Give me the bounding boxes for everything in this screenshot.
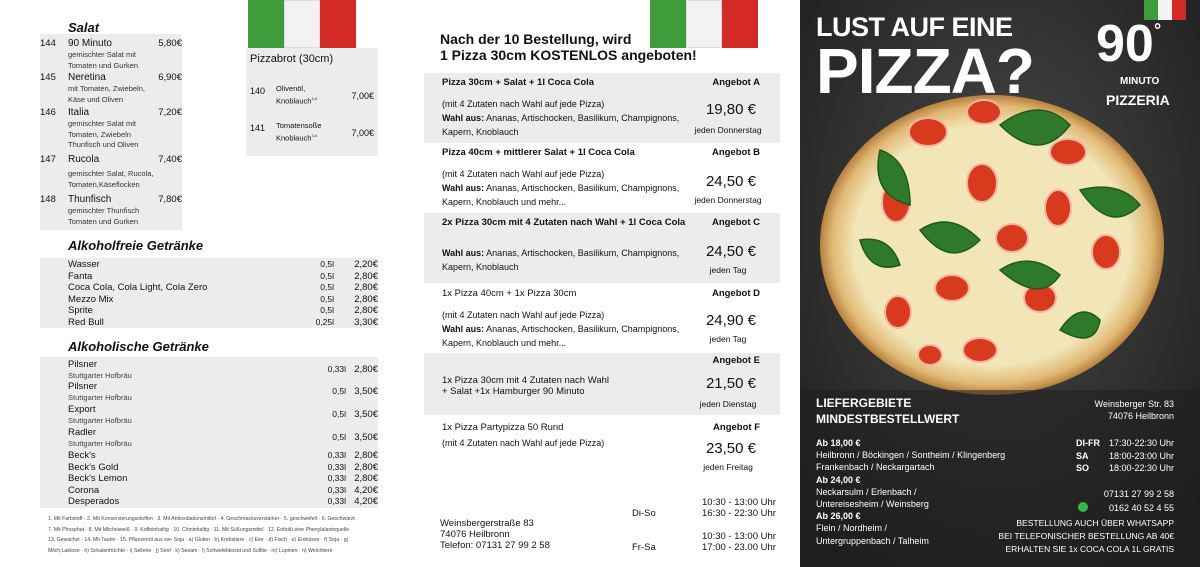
pizzabrot-name: Olivenöl, Knoblauch$^{3,4}$ <box>276 84 318 106</box>
offer-block <box>424 213 780 283</box>
drink-name: Corona <box>68 485 100 496</box>
drink-name: Beck's Lemon <box>68 473 128 484</box>
drink-price: 2,80€ <box>354 270 378 282</box>
drink-row <box>40 271 378 282</box>
drink-volume: 0,33l <box>327 485 346 495</box>
pizzabrot-price: 7,00€ <box>351 128 374 138</box>
salat-name: 90 Minuto <box>68 38 112 49</box>
salat-price: 7,20€ <box>158 107 182 118</box>
salat-num: 146 <box>40 107 56 118</box>
salat-item <box>40 72 182 106</box>
offer-title: 2x Pizza 30cm mit 4 Zutaten nach Wahl + 1l Coca Cola <box>442 217 686 228</box>
logo-degree: ° <box>1154 20 1162 40</box>
drink-price: 3,50€ <box>354 409 378 420</box>
cover-hours-times: 17:30-22:30 Uhr 18:00-23:00 Uhr 18:00-22:30 Uhr <box>1108 438 1174 473</box>
delivery-zones <box>816 437 1005 547</box>
drink-volume: 0,5l <box>320 282 334 292</box>
salat-desc: gemischter Salat mit Tomaten und Gurken <box>68 50 139 70</box>
salat-price: 7,40€ <box>158 154 182 165</box>
cover-phone: 07131 27 99 2 58 <box>1103 489 1174 499</box>
drink-price: 3,50€ <box>354 432 378 443</box>
panel-cover <box>800 0 1200 567</box>
panel-salat-getraenke <box>0 0 400 567</box>
salat-title: Salat <box>68 20 100 35</box>
offer-note: jeden Tag <box>709 265 747 275</box>
offer-desc: Wahl aus: Ananas, Artischocken, Basilikum, Champignons, Kapern, Knoblauch <box>442 248 680 272</box>
drink-price: 3,30€ <box>354 316 378 328</box>
salat-num: 145 <box>40 72 56 83</box>
drink-volume: 0,5l <box>320 270 334 281</box>
drink-brewery: Stuttgarter Hofbräu <box>68 439 132 448</box>
drink-name: Wasser <box>68 259 100 270</box>
hours-days-1: Di-So <box>632 508 656 519</box>
offer-label: Angebot A <box>712 77 760 88</box>
drink-price: 3,50€ <box>354 386 378 397</box>
salat-name: Neretina <box>68 72 106 83</box>
alkoholfrei-title: Alkoholfreie Getränke <box>68 238 204 253</box>
zone-min: Ab 24,00 € <box>816 474 861 485</box>
drink-brewery: Stuttgarter Hofbräu <box>68 416 132 425</box>
drink-price: 2,80€ <box>354 473 378 484</box>
offer-label: Angebot F <box>713 422 760 433</box>
hours-days-2: Fr-Sa <box>632 542 656 553</box>
offer-label: Angebot D <box>711 288 760 299</box>
logo-number: 90 <box>1096 15 1154 73</box>
drink-price: 2,80€ <box>354 462 378 473</box>
offer-note: jeden Donnerstag <box>694 195 762 205</box>
salat-desc: gemischter Salat, Rucola, Tomaten,Käseflocken <box>68 169 154 189</box>
offer-price: 19,80 € <box>705 101 756 118</box>
drink-name: Desperados <box>68 496 120 507</box>
salat-item <box>40 154 182 192</box>
offer-block <box>424 143 780 213</box>
salat-desc: gemischter Thunfisch Tomaten und Gurken <box>68 206 140 226</box>
offer-price: 24,90 € <box>705 312 756 329</box>
offer-title: Pizza 30cm + Salat + 1l Coca Cola <box>442 77 595 88</box>
offer-block <box>424 353 780 415</box>
drink-name: Beck's Gold <box>68 462 119 473</box>
cover-address: Weinsberger Str. 83 74076 Heilbronn <box>1094 399 1174 421</box>
drink-price: 2,80€ <box>354 450 378 461</box>
drink-price: 2,80€ <box>354 305 378 316</box>
offer-label: Angebot C <box>711 217 760 228</box>
drink-price: 2,80€ <box>354 282 378 293</box>
drink-name: Fanta <box>68 270 93 282</box>
allergen-footnotes: 1. Mit Farbstoff · 2. Mit Konservierungsstoffen · 3. Mit Antioxidationsmittel · 4. Geschmacksverstärker · 5. geschwefelt · 6. Geschwärzt 7. Mit Phosphat · 8. Mit Milcheiweiß · 9. Koffeinhaltig · 10. Chininhaltig · 11. Mit Süßungsmittel · 12. Enthält eine Phenylalaninquelle 13. Gewachst · 14. Mit Taurin · 15. Pflanzenöl aus sw- Soja · a) Gluten · b) Krebstiere · c) Eier · d) Fisch · e) Erdnüsse · f) Soja · g) Milch;Laktose · h) Schalenfrüchte · i) Sellerie · j) Senf · k) Sesam · l) Schwefeldioxid und Sulfite · m) Lupinen · n) Weichtiere <box>48 516 355 554</box>
drink-volume: 0,33l <box>327 364 346 374</box>
hours-times-2: 10:30 - 13:00 Uhr 17:00 - 23.00 Uhr <box>702 531 776 553</box>
offer-price: 24,50 € <box>705 173 756 190</box>
drink-price: 2,80€ <box>354 364 378 375</box>
pizzabrot-title: Pizzabrot (30cm) <box>250 53 334 65</box>
salat-price: 6,90€ <box>158 72 182 83</box>
offer-desc: (mit 4 Zutaten nach Wahl auf jede Pizza) Wahl aus: Ananas, Artischocken, Basilikum, Champignons, Kapern, Knoblauch und mehr... <box>442 310 680 348</box>
cover-hours-days: DI-FR SA SO <box>1076 438 1100 473</box>
drink-brewery: Stuttgarter Hofbräu <box>68 371 132 380</box>
drink-volume: 0,33l <box>327 462 346 472</box>
offer-label: Angebot E <box>712 355 760 366</box>
whatsapp-icon <box>1078 502 1088 512</box>
logo-minuto: MINUTO <box>1120 76 1160 87</box>
offer-desc: (mit 4 Zutaten nach Wahl auf jede Pizza) <box>442 438 605 448</box>
salat-name: Italia <box>68 107 90 118</box>
offer-block <box>424 418 780 480</box>
drink-row <box>40 294 378 305</box>
drink-price: 4,20€ <box>354 485 378 496</box>
drink-name: Radler <box>68 427 96 438</box>
salat-item <box>40 38 182 72</box>
drink-price: 2,80€ <box>354 293 378 305</box>
cover-whatsapp: 0162 40 52 4 55 <box>1108 503 1174 513</box>
angebote-header: Nach der 10 Bestellung, wird 1 Pizza 30cm KOSTENLOS angeboten! <box>440 31 697 63</box>
drink-brewery: Stuttgarter Hofbräu <box>68 393 132 402</box>
hours-times-1: 10:30 - 13:00 Uhr 16:30 - 22:30 Uhr <box>702 497 776 519</box>
liefer-title-2: MINDESTBESTELLWERT <box>816 412 960 426</box>
offer-note: jeden Donnerstag <box>694 125 762 135</box>
salat-price: 7,80€ <box>158 194 182 205</box>
salat-name: Thunfisch <box>68 194 112 205</box>
salat-item <box>40 194 182 228</box>
cover-headline-2: PIZZA? <box>816 35 1034 107</box>
zone-place: Untergruppenbach / Talheim <box>816 535 929 546</box>
drink-name: Sprite <box>68 305 93 316</box>
drink-name: Pilsner <box>68 381 98 392</box>
pizzabrot-num: 140 <box>250 86 266 96</box>
offer-title: 1x Pizza 30cm mit 4 Zutaten nach Wahl + Salat +1x Hamburger 90 Minuto <box>442 375 610 397</box>
offer-price: 21,50 € <box>705 375 756 392</box>
drink-volume: 0,5l <box>332 386 346 396</box>
drink-price: 2,20€ <box>354 259 378 270</box>
salat-price: 5,80€ <box>158 38 182 49</box>
offer-title: Pizza 40cm + mittlerer Salat + 1l Coca Cola <box>442 147 635 158</box>
offer-price: 24,50 € <box>705 243 756 260</box>
zone-place: Heilbronn / Böckingen / Sontheim / Klingenberg <box>816 450 1006 461</box>
salat-num: 144 <box>40 38 56 49</box>
cover-promo: BESTELLUNG AUCH ÜBER WHATSAPP BEI TELEFONISCHER BESTELLUNG AB 40€ ERHALTEN SIE 1x COCA COLA 1L GRATIS <box>998 518 1174 554</box>
drink-volume: 0,5l <box>332 409 346 419</box>
offer-label: Angebot B <box>711 147 760 158</box>
drink-volume: 0,33l <box>327 473 346 483</box>
drink-name: Red Bull <box>68 316 104 328</box>
pizzabrot-price: 7,00€ <box>351 91 374 101</box>
zone-place: Frankenbach / Neckargartach <box>816 462 935 473</box>
drink-volume: 0,33l <box>327 450 346 460</box>
drink-volume: 0,5l <box>320 259 334 269</box>
drink-row <box>40 259 378 270</box>
drink-name: Export <box>68 404 96 415</box>
cover-headline-1: LUST AUF EINE <box>816 12 1013 42</box>
salat-name: Rucola <box>68 154 100 165</box>
pizzabrot-name: Tomatensoße Knoblauch$^{3,4}$ <box>276 121 322 143</box>
salat-num: 148 <box>40 194 56 205</box>
offer-note: jeden Tag <box>709 334 747 344</box>
offer-desc: (mit 4 Zutaten nach Wahl auf jede Pizza) Wahl aus: Ananas, Artischocken, Basilikum, Champignons, Kapern, Knoblauch <box>442 99 680 137</box>
liefer-title-1: LIEFERGEBIETE <box>816 396 912 410</box>
pizzabrot-box <box>246 48 378 156</box>
italian-flag <box>248 0 356 48</box>
zone-place: Neckarsulm / Erlenbach / <box>816 486 917 497</box>
offer-note: jeden Freitag <box>703 462 753 472</box>
drink-volume: 0,5l <box>332 432 346 442</box>
drink-name: Beck's <box>68 450 96 461</box>
drink-volume: 0,5l <box>320 293 334 304</box>
drink-volume: 0,25l <box>315 316 334 327</box>
panel-angebote <box>400 0 800 567</box>
zone-min: Ab 26,00 € <box>816 511 861 522</box>
offer-price: 23,50 € <box>705 440 756 457</box>
salat-num: 147 <box>40 154 56 165</box>
offer-block <box>424 73 780 143</box>
drink-volume: 0,5l <box>320 305 334 315</box>
alkoholisch-title: Alkoholische Getränke <box>68 339 209 354</box>
salat-desc: mit Tomaten, Zwiebeln, Käse und Oliven <box>68 84 145 104</box>
offer-note: jeden Dienstag <box>699 399 757 409</box>
contact-address: Weinsbergerstraße 83 74076 Heilbronn Telefon: 07131 27 99 2 58 <box>440 518 550 551</box>
drink-volume: 0,33l <box>327 496 346 506</box>
drink-price: 4,20€ <box>354 496 378 507</box>
drink-row <box>40 282 378 293</box>
drink-name: Coca Cola, Cola Light, Cola Zero <box>68 282 208 293</box>
offer-title: 1x Pizza 40cm + 1x Pizza 30cm <box>442 288 577 299</box>
zone-min: Ab 18,00 € <box>816 438 861 448</box>
drink-row <box>40 317 378 328</box>
logo-pizzeria: PIZZERIA <box>1106 92 1170 108</box>
zone-place: Untereisesheim / Weinsberg <box>816 499 929 510</box>
offer-block <box>424 284 780 352</box>
zone-place: Flein / Nordheim / <box>816 523 888 534</box>
offer-desc: (mit 4 Zutaten nach Wahl auf jede Pizza) Wahl aus: Ananas, Artischocken, Basilikum, Champignons, Kapern, Knoblauch und mehr... <box>442 169 680 207</box>
salat-item <box>40 107 182 153</box>
drink-name: Mezzo Mix <box>68 293 114 305</box>
drink-row <box>40 305 378 316</box>
drink-name: Pilsner <box>68 359 98 370</box>
salat-desc: gemischter Salat mit Tomaten, Zwiebeln Thunfisch und Oliven <box>68 119 139 149</box>
offer-title: 1x Pizza Partypizza 50 Rund <box>442 422 564 433</box>
pizzabrot-num: 141 <box>250 123 266 133</box>
